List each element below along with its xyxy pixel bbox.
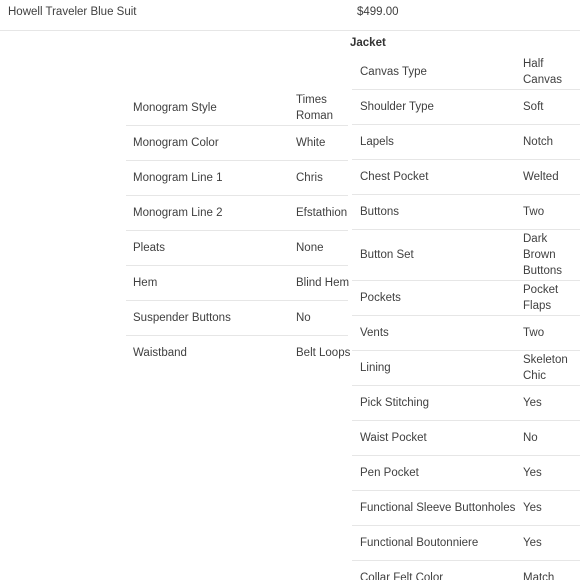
spec-label: Button Set [360, 249, 414, 261]
spec-label: Lapels [360, 136, 394, 148]
spec-label: Hem [133, 277, 158, 289]
spec-row [126, 161, 348, 196]
spec-value: Soft [523, 101, 544, 113]
spec-row [352, 561, 580, 580]
spec-row [352, 386, 580, 421]
spec-row [126, 231, 348, 266]
spec-label: Shoulder Type [360, 101, 434, 113]
spec-value: No [523, 432, 538, 444]
spec-row [352, 125, 580, 160]
spec-label: Canvas Type [360, 66, 427, 78]
spec-label: Monogram Style [133, 101, 217, 114]
spec-label: Lining [360, 362, 391, 374]
spec-value: Yes [523, 537, 542, 549]
spec-label: Monogram Line 1 [133, 172, 223, 184]
spec-label: Pick Stitching [360, 397, 430, 409]
spec-value: Two [523, 327, 545, 339]
spec-row [126, 301, 348, 336]
product-price: $499.00 [357, 6, 399, 18]
spec-value: No [296, 312, 311, 324]
spec-value: Dark Brown Buttons [523, 233, 562, 277]
spec-value: Notch [523, 136, 554, 148]
spec-row [352, 160, 580, 195]
spec-row [352, 351, 580, 386]
spec-row [352, 230, 580, 281]
spec-label: Pen Pocket [360, 467, 419, 479]
spec-label: Functional Sleeve Buttonholes [360, 502, 516, 514]
product-row [0, 0, 580, 31]
spec-row [352, 456, 580, 491]
spec-label: Pleats [133, 242, 165, 254]
spec-label: Pockets [360, 292, 401, 304]
spec-row [352, 281, 580, 316]
spec-value: Two [523, 206, 545, 218]
spec-value: Match [523, 572, 555, 580]
spec-label: Monogram Line 2 [133, 207, 223, 219]
jacket-section-heading: Jacket [350, 37, 386, 49]
spec-value: Chris [296, 172, 323, 184]
spec-label: Waist Pocket [360, 432, 427, 444]
spec-label: Functional Boutonniere [360, 537, 479, 549]
product-name: Howell Traveler Blue Suit [8, 6, 137, 18]
spec-row [126, 90, 348, 126]
spec-value: Yes [523, 502, 542, 514]
spec-row [126, 266, 348, 301]
spec-label: Vents [360, 327, 389, 339]
spec-value: None [296, 242, 324, 254]
spec-row [352, 55, 580, 90]
spec-label: Suspender Buttons [133, 312, 231, 324]
spec-row [352, 421, 580, 456]
spec-value: Yes [523, 397, 542, 409]
spec-value: Half Canvas [523, 58, 562, 86]
spec-value: Efstathion [296, 207, 348, 219]
spec-label: Waistband [133, 347, 187, 359]
spec-label: Collar Felt Color [360, 572, 444, 580]
pants-spec-table [126, 90, 351, 380]
spec-row [352, 195, 580, 230]
spec-label: Buttons [360, 206, 399, 218]
spec-value: Belt Loops [296, 347, 351, 359]
spec-value: Skeleton Chic [523, 354, 568, 382]
spec-value: Times Roman [296, 93, 334, 122]
spec-row [352, 90, 580, 125]
spec-value: White [296, 137, 326, 149]
jacket-spec-table [352, 55, 580, 580]
spec-value: Yes [523, 467, 542, 479]
spec-value: Pocket Flaps [523, 284, 559, 312]
spec-label: Monogram Color [133, 137, 219, 149]
spec-row [352, 316, 580, 351]
spec-row [352, 491, 580, 526]
spec-row [126, 336, 351, 370]
spec-row [126, 126, 348, 161]
spec-value: Blind Hem [296, 277, 350, 289]
spec-value: Welted [523, 171, 559, 183]
spec-label: Chest Pocket [360, 171, 429, 183]
spec-row [126, 196, 348, 231]
spec-row [352, 526, 580, 561]
